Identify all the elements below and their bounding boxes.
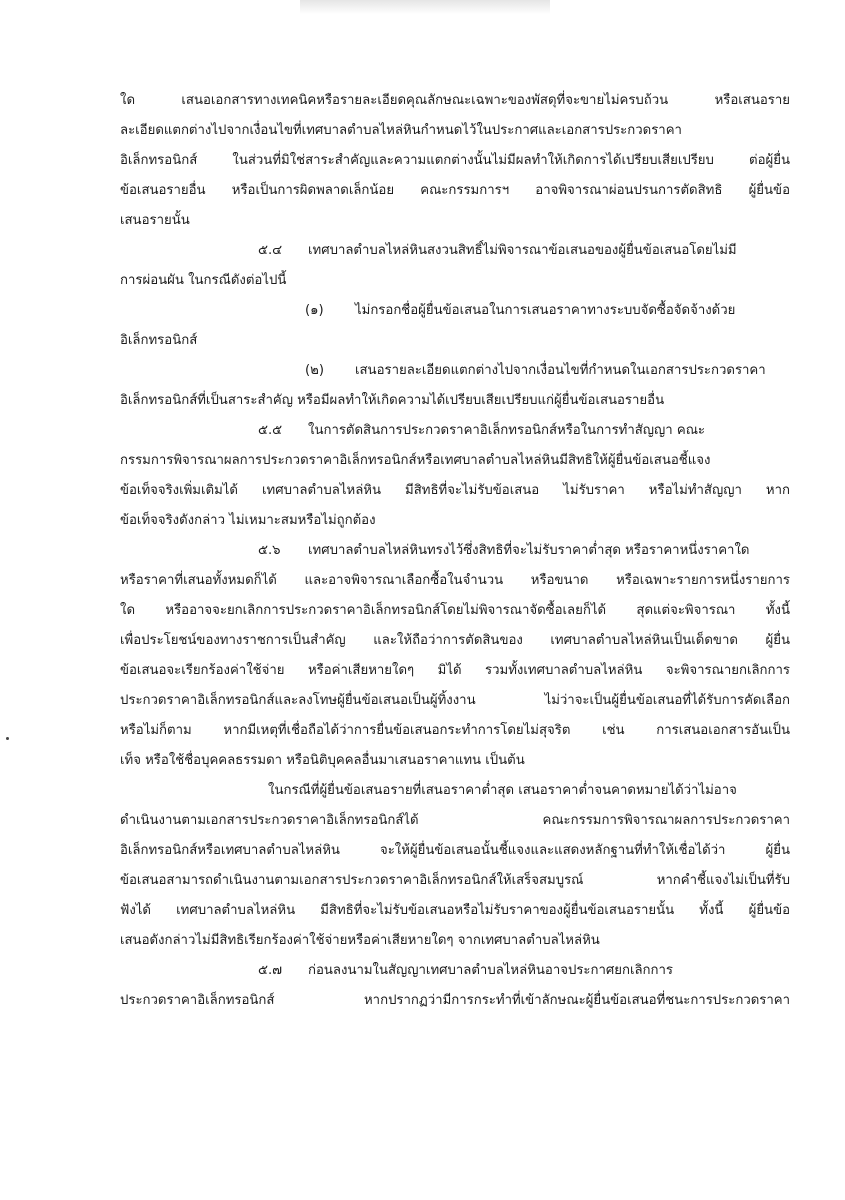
item-2-heading (120, 356, 790, 386)
paragraph-line: อิเล็กทรอนิกส์ (120, 333, 198, 348)
item-1-heading (120, 296, 790, 326)
clause-5-7-heading (120, 956, 790, 986)
clause-text: เทศบาลตำบลไหล่หินสงวนสิทธิ์ไม่พิจารณาข้อเสนอของผู้ยื่นข้อเสนอโดยไม่มี (308, 243, 737, 258)
clause-number: ๕.๕ (258, 423, 283, 438)
clause-text: เทศบาลตำบลไหล่หินทรงไว้ซึ่งสิทธิที่จะไม่รับราคาต่ำสุด หรือราคาหนึ่งราคาใด (308, 543, 750, 558)
paragraph-line: อิเล็กทรอนิกส์ที่เป็นสาระสำคัญ หรือมีผลทำให้เกิดความได้เปรียบเสียเปรียบแก่ผู้ยื่นข้อเสนอรายอื่น (120, 393, 665, 408)
paragraph-line: เสนอรายนั้น (120, 213, 190, 228)
clause-number: ๕.๖ (258, 543, 281, 558)
clause-text: ก่อนลงนามในสัญญาเทศบาลตำบลไหล่หินอาจประกาศยกเลิกการ (308, 963, 674, 978)
item-number: (๒) (305, 363, 324, 378)
paragraph-line: เพื่อประโยชน์ของทางราชการเป็นสำคัญ และให้ถือว่าการตัดสินของ เทศบาลตำบลไหล่หินเป็นเด็ดขาด ผู้ยื่น (120, 633, 790, 648)
clause-text: ในการตัดสินการประกวดราคาอิเล็กทรอนิกส์หรือในการทำสัญญา คณะ (308, 423, 706, 438)
item-text: ไม่กรอกชื่อผู้ยื่นข้อเสนอในการเสนอราคาทางระบบจัดซื้อจัดจ้างด้วย (355, 303, 736, 318)
clause-number: ๕.๔ (258, 243, 283, 258)
paragraph-line: ข้อเสนอรายอื่น หรือเป็นการผิดพลาดเล็กน้อย คณะกรรมการฯ อาจพิจารณาผ่อนปรนการตัดสิทธิ ผู้ยื่นข้อ (120, 183, 790, 198)
paragraph-line: ใด เสนอเอกสารทางเทคนิคหรือรายละเอียดคุณลักษณะเฉพาะของพัสดุที่จะขายไม่ครบถ้วน หรือเสนอราย (120, 93, 790, 108)
paragraph-line: อิเล็กทรอนิกส์หรือเทศบาลตำบลไหล่หิน จะให้ผู้ยื่นข้อเสนอนั้นชี้แจงและแสดงหลักฐานที่ทำให้เชื่อได้ว่า ผู้ยื่น (120, 843, 790, 858)
clause-5-6-heading (120, 536, 790, 566)
paragraph-line: ข้อเท็จจริงดังกล่าว ไม่เหมาะสมหรือไม่ถูกต้อง (120, 513, 376, 528)
clause-5-4-heading (120, 236, 790, 266)
paragraph-line: ละเอียดแตกต่างไปจากเงื่อนไขที่เทศบาลตำบลไหล่หินกำหนดไว้ในประกาศและเอกสารประกวดราคา (120, 123, 682, 138)
clause-5-5-heading (120, 416, 790, 446)
paragraph-line: หรือไม่ก็ตาม หากมีเหตุที่เชื่อถือได้ว่าการยื่นข้อเสนอกระทำการโดยไม่สุจริต เช่น การเสนอเอกสารอันเป็น (120, 723, 790, 738)
item-text: เสนอรายละเอียดแตกต่างไปจากเงื่อนไขที่กำหนดในเอกสารประกวดราคา (355, 363, 766, 378)
scan-dot (6, 737, 9, 740)
paragraph-line: กรรมการพิจารณาผลการประกวดราคาอิเล็กทรอนิกส์หรือเทศบาลตำบลไหล่หินมีสิทธิให้ผู้ยื่นข้อเสนอชี้แจง (120, 453, 711, 468)
paragraph-line: หรือราคาที่เสนอทั้งหมดก็ได้ และอาจพิจารณาเลือกซื้อในจำนวน หรือขนาด หรือเฉพาะรายการหนึ่งรายการ (120, 573, 790, 588)
paragraph-line: ข้อเสนอสามารถดำเนินงานตามเอกสารประกวดราคาอิเล็กทรอนิกส์ให้เสร็จสมบูรณ์ หากคำชี้แจงไม่เป็นที่รับ (120, 873, 790, 888)
case-paragraph-heading: ในกรณีที่ผู้ยื่นข้อเสนอรายที่เสนอราคาต่ำสุด เสนอราคาต่ำจนคาดหมายได้ว่าไม่อาจ (268, 783, 737, 798)
paragraph-line: ข้อเท็จจริงเพิ่มเติมได้ เทศบาลตำบลไหล่หิน มีสิทธิที่จะไม่รับข้อเสนอ ไม่รับราคา หรือไม่ทำสัญญา หาก (120, 483, 790, 498)
paragraph-line: ใด หรืออาจจะยกเลิกการประกวดราคาอิเล็กทรอนิกส์โดยไม่พิจารณาจัดซื้อเลยก็ได้ สุดแต่จะพิจารณา ทั้งนี้ (120, 603, 790, 618)
scan-artifact (300, 0, 550, 14)
paragraph-line: เสนอดังกล่าวไม่มีสิทธิเรียกร้องค่าใช้จ่ายหรือค่าเสียหายใดๆ จากเทศบาลตำบลไหล่หิน (120, 933, 600, 948)
paragraph-line: ดำเนินงานตามเอกสารประกวดราคาอิเล็กทรอนิกส์ได้ คณะกรรมการพิจารณาผลการประกวดราคา (120, 813, 790, 828)
document-body (120, 86, 790, 1016)
paragraph-line: ประกวดราคาอิเล็กทรอนิกส์และลงโทษผู้ยื่นข้อเสนอเป็นผู้ทิ้งงาน ไม่ว่าจะเป็นผู้ยื่นข้อเสนอที่ได้รับการคัดเลือก (120, 693, 790, 708)
paragraph-line: เท็จ หรือใช้ชื่อบุคคลธรรมดา หรือนิติบุคคลอื่นมาเสนอราคาแทน เป็นต้น (120, 753, 525, 768)
item-number: (๑) (305, 303, 324, 318)
paragraph-line: ประกวดราคาอิเล็กทรอนิกส์ หากปรากฏว่ามีการกระทำที่เข้าลักษณะผู้ยื่นข้อเสนอที่ชนะการประกวดราคา (120, 993, 790, 1008)
paragraph-line: ข้อเสนอจะเรียกร้องค่าใช้จ่าย หรือค่าเสียหายใดๆ มิได้ รวมทั้งเทศบาลตำบลไหล่หิน จะพิจารณายกเลิกการ (120, 663, 790, 678)
paragraph-line: ฟังได้ เทศบาลตำบลไหล่หิน มีสิทธิที่จะไม่รับข้อเสนอหรือไม่รับราคาของผู้ยื่นข้อเสนอรายนั้น ทั้งนี้ ผู้ยื่นข้อ (120, 903, 790, 918)
paragraph-line: การผ่อนผัน ในกรณีดังต่อไปนี้ (120, 273, 287, 288)
paragraph-line: อิเล็กทรอนิกส์ ในส่วนที่มิใช่สาระสำคัญและความแตกต่างนั้นไม่มีผลทำให้เกิดการได้เปรียบเสียเปรียบ ต่อผู้ยื่น (120, 153, 790, 168)
clause-number: ๕.๗ (258, 963, 283, 978)
